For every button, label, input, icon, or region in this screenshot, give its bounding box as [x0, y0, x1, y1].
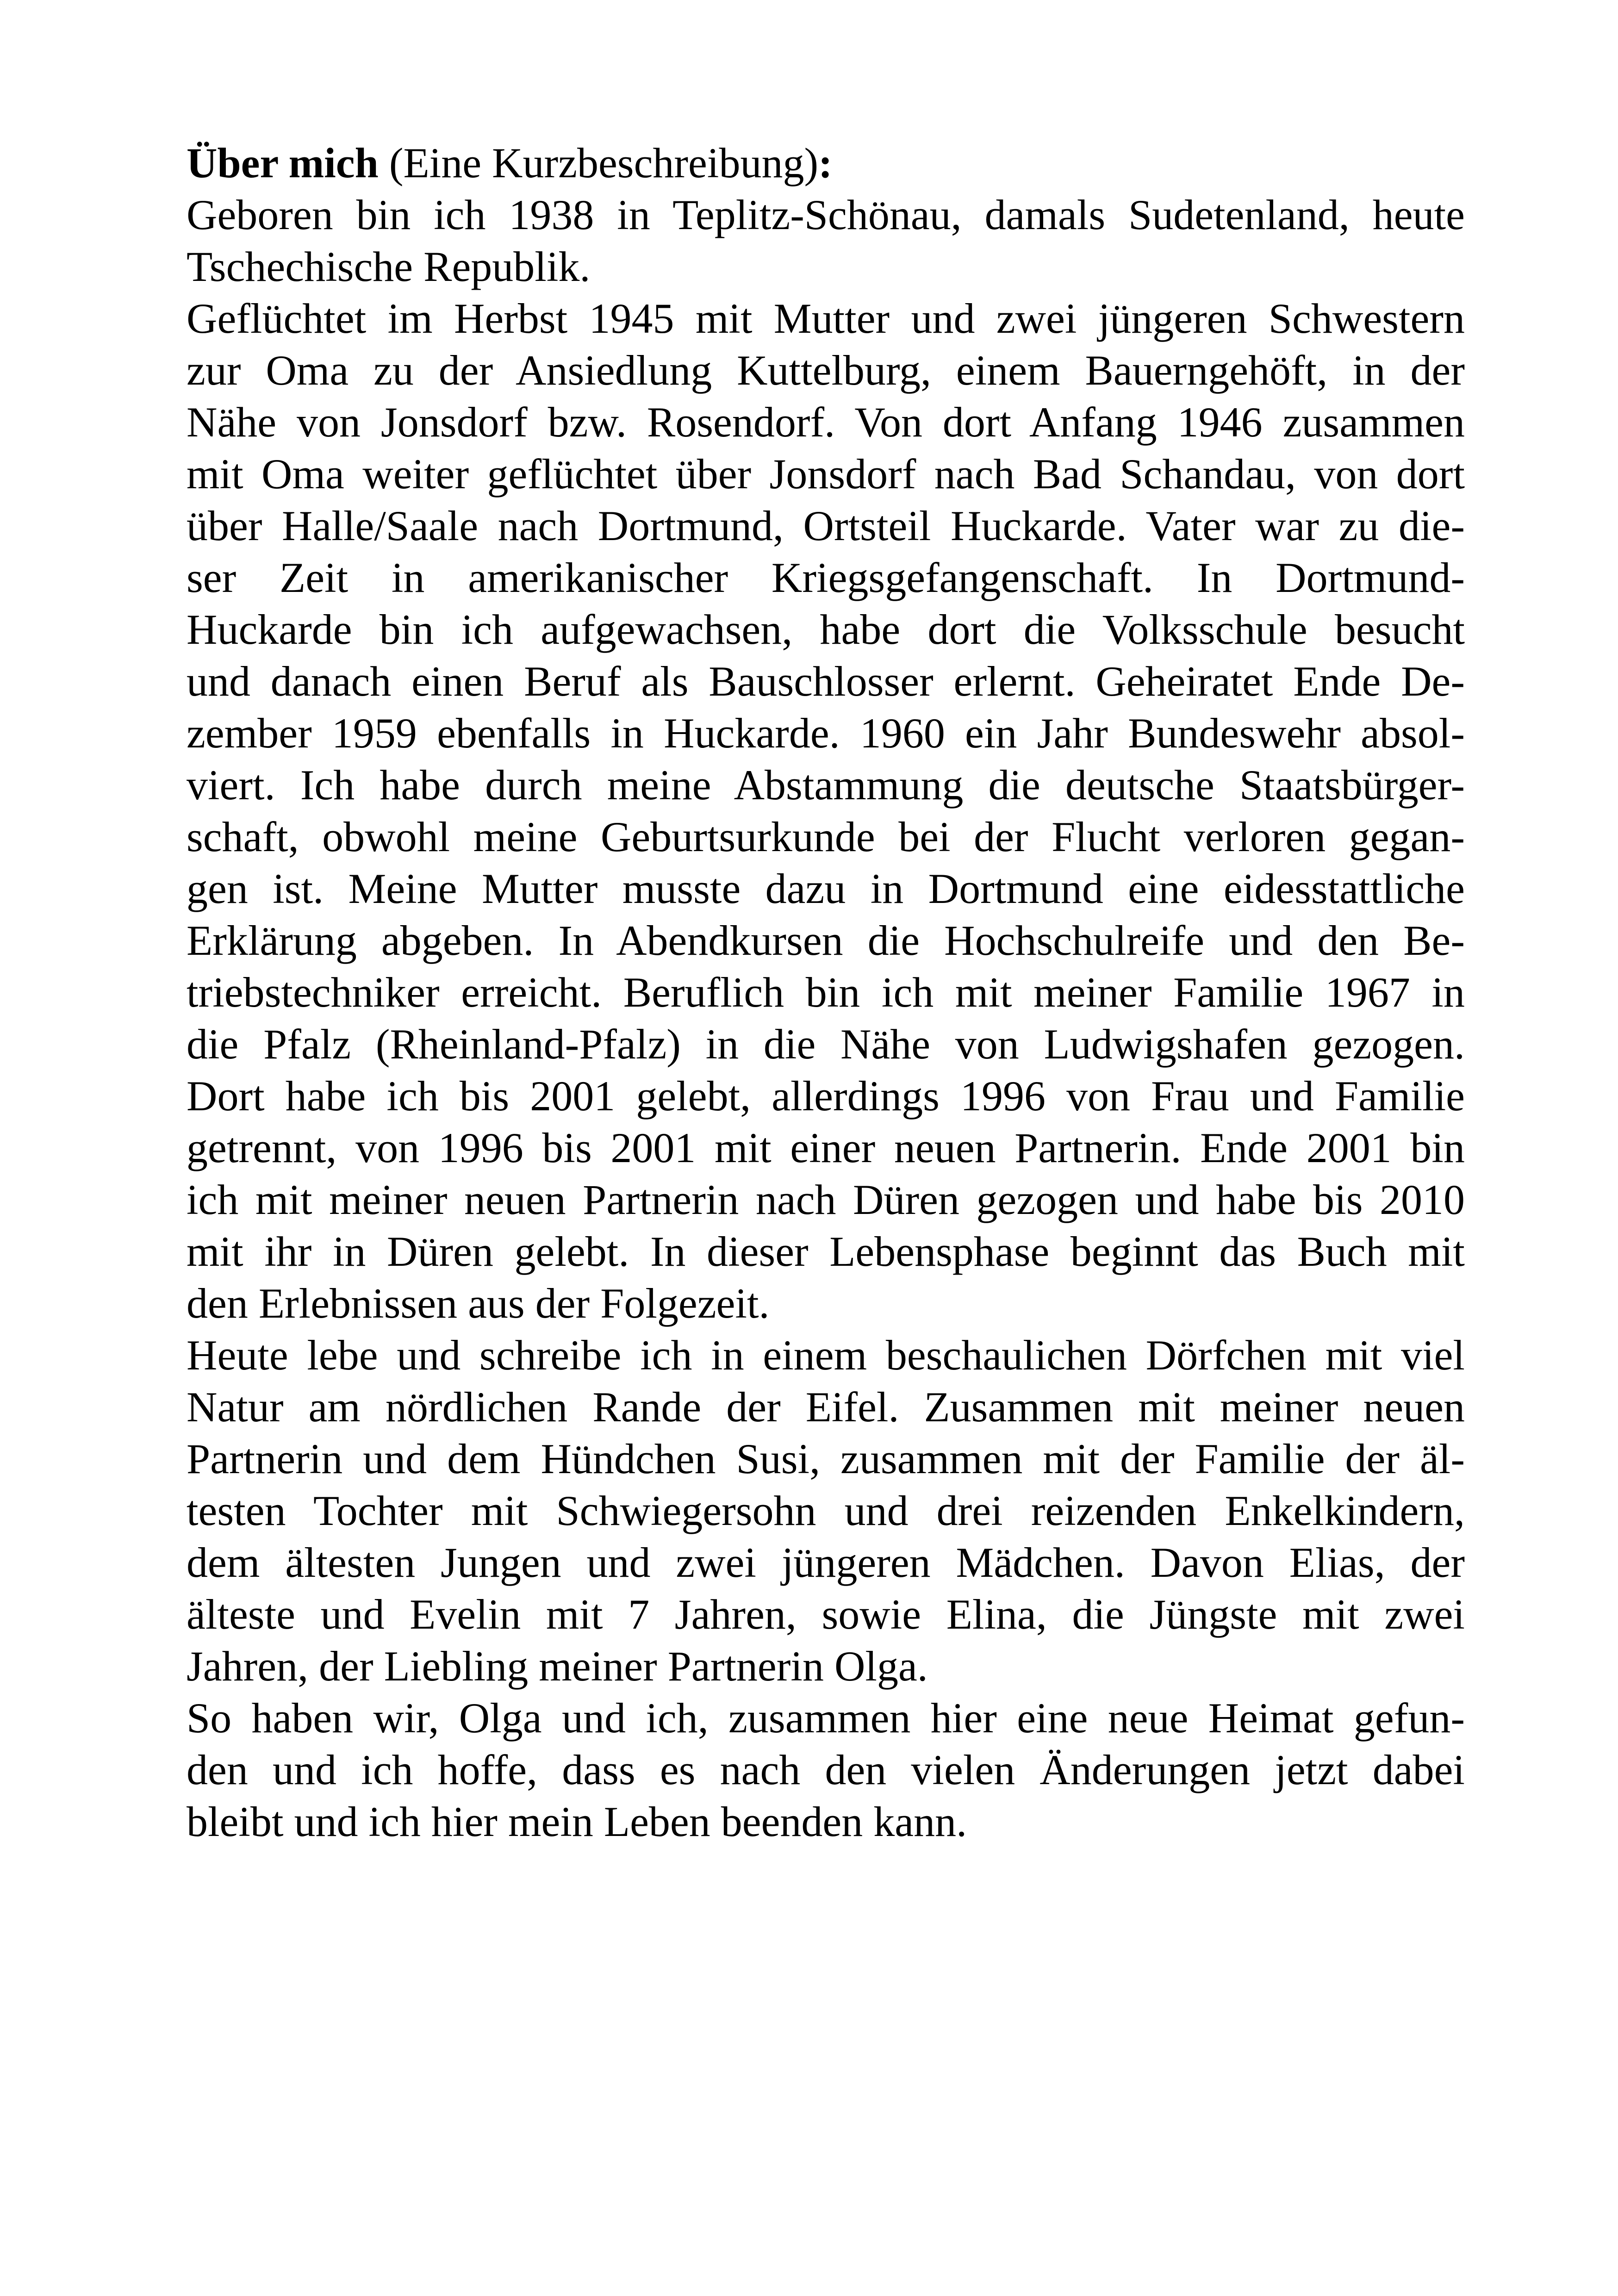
- text-line: So haben wir, Olga und ich, zusammen hier eine neue Heimat gefun-: [187, 1694, 1465, 1742]
- text-line: Partnerin und dem Hündchen Susi, zusammen mit der Familie der äl-: [187, 1435, 1465, 1482]
- text-line: den Erlebnissen aus der Folgezeit.: [187, 1280, 770, 1327]
- text-line: den und ich hoffe, dass es nach den vielen Änderungen jetzt dabei: [187, 1746, 1465, 1793]
- text-line: bleibt und ich hier mein Leben beenden kann.: [187, 1798, 967, 1845]
- text-line: gen ist. Meine Mutter musste dazu in Dortmund eine eidesstattliche: [187, 865, 1465, 912]
- text-line: Dort habe ich bis 2001 gelebt, allerdings 1996 von Frau und Familie: [187, 1072, 1465, 1120]
- text-line: dem ältesten Jungen und zwei jüngeren Mädchen. Davon Elias, der: [187, 1539, 1465, 1586]
- heading-colon: :: [818, 139, 833, 187]
- text-line: Nähe von Jonsdorf bzw. Rosendorf. Von dort Anfang 1946 zusammen: [187, 398, 1465, 446]
- text-line: über Halle/Saale nach Dortmund, Ortsteil Huckarde. Vater war zu die-: [187, 502, 1465, 549]
- biography-body: [187, 189, 1465, 1848]
- text-line: triebstechniker erreicht. Beruflich bin ich mit meiner Familie 1967 in: [187, 969, 1465, 1016]
- text-line: mit ihr in Düren gelebt. In dieser Lebensphase beginnt das Buch mit: [187, 1228, 1465, 1275]
- text-line: zur Oma zu der Ansiedlung Kuttelburg, einem Bauerngehöft, in der: [187, 347, 1465, 394]
- text-line: Jahren, der Liebling meiner Partnerin Olga.: [187, 1643, 928, 1690]
- text-line: älteste und Evelin mit 7 Jahren, sowie Elina, die Jüngste mit zwei: [187, 1591, 1465, 1638]
- text-line: zember 1959 ebenfalls in Huckarde. 1960 ein Jahr Bundeswehr absol-: [187, 709, 1465, 757]
- text-line: mit Oma weiter geflüchtet über Jonsdorf nach Bad Schandau, von dort: [187, 450, 1465, 498]
- text-line: ich mit meiner neuen Partnerin nach Düren gezogen und habe bis 2010: [187, 1176, 1465, 1223]
- heading-bold-title: Über mich: [187, 139, 379, 187]
- text-line: Tschechische Republik.: [187, 243, 591, 290]
- text-line: schaft, obwohl meine Geburtsurkunde bei der Flucht verloren gegan-: [187, 813, 1465, 860]
- text-line: viert. Ich habe durch meine Abstammung die deutsche Staatsbürger-: [187, 761, 1465, 809]
- text-line: getrennt, von 1996 bis 2001 mit einer neuen Partnerin. Ende 2001 bin: [187, 1124, 1465, 1171]
- text-line: Huckarde bin ich aufgewachsen, habe dort die Volksschule besucht: [187, 606, 1465, 653]
- text-line: Geboren bin ich 1938 in Teplitz-Schönau, damals Sudetenland, heute: [187, 191, 1465, 238]
- section-heading: [187, 137, 1465, 189]
- text-line: testen Tochter mit Schwiegersohn und drei reizenden Enkelkindern,: [187, 1487, 1465, 1534]
- text-line: Erklärung abgeben. In Abendkursen die Hochschulreife und den Be-: [187, 917, 1465, 964]
- biography-text-block: [187, 137, 1465, 1848]
- text-line: die Pfalz (Rheinland-Pfalz) in die Nähe von Ludwigshafen gezogen.: [187, 1020, 1465, 1068]
- text-line: ser Zeit in amerikanischer Kriegsgefangenschaft. In Dortmund-: [187, 554, 1465, 601]
- text-line: und danach einen Beruf als Bauschlosser erlernt. Geheiratet Ende De-: [187, 658, 1465, 705]
- heading-subtitle: (Eine Kurzbeschreibung): [378, 139, 819, 187]
- text-line: Geflüchtet im Herbst 1945 mit Mutter und zwei jüngeren Schwestern: [187, 295, 1465, 342]
- text-line: Natur am nördlichen Rande der Eifel. Zusammen mit meiner neuen: [187, 1383, 1465, 1431]
- text-line: Heute lebe und schreibe ich in einem beschaulichen Dörfchen mit viel: [187, 1332, 1465, 1379]
